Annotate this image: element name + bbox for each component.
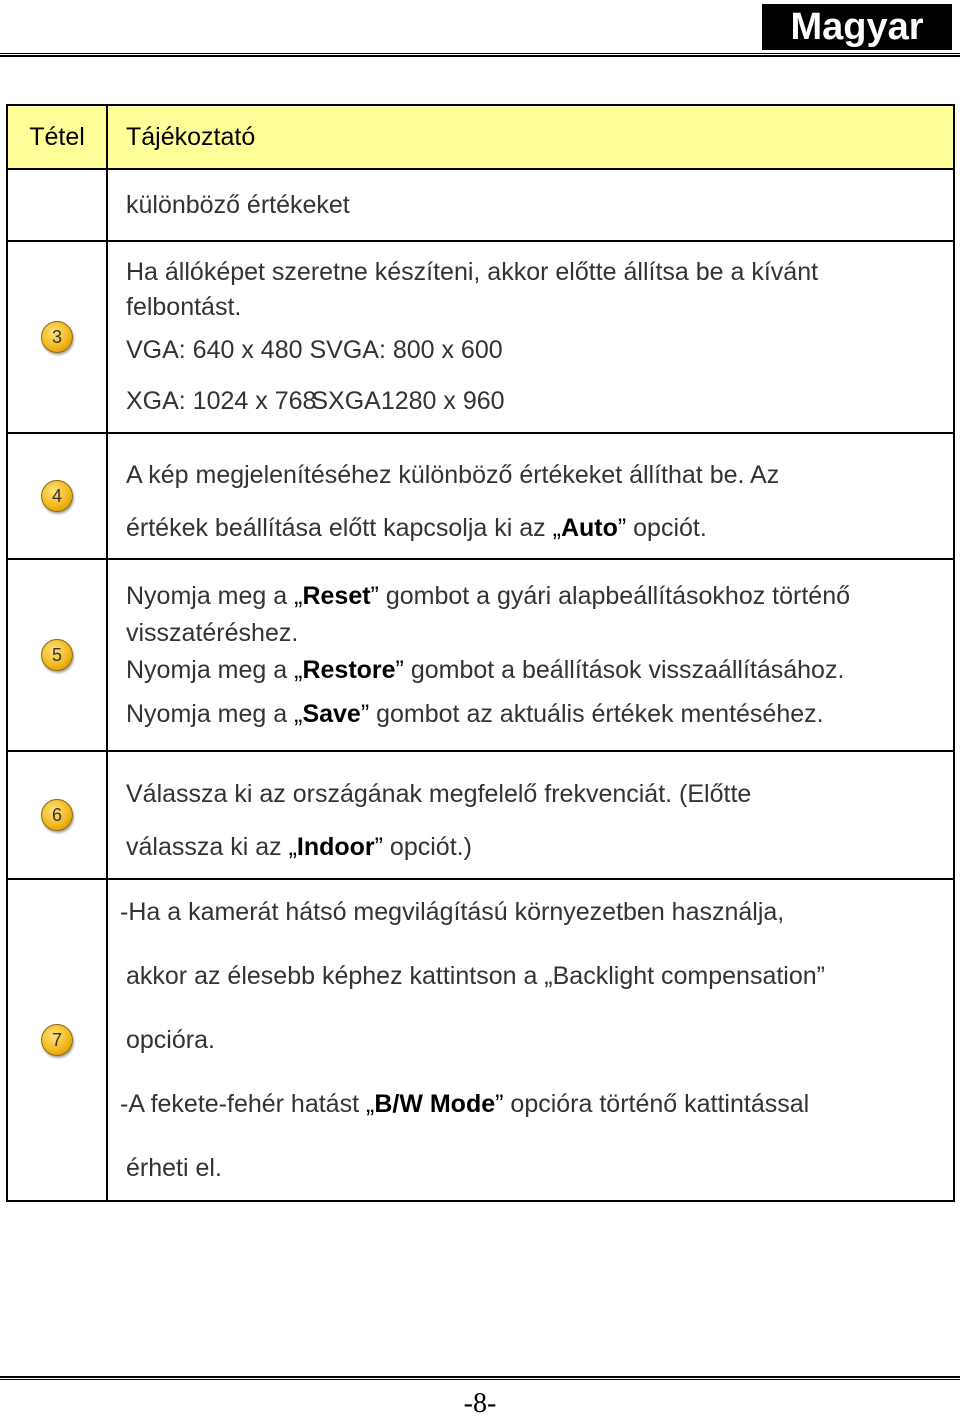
row-text: opcióra. [126, 1026, 215, 1054]
row-text: értékek beállítása előtt kapcsolja ki az „Auto” opciót. [126, 514, 707, 542]
row-text: különböző értékeket [126, 191, 350, 219]
footer-rule [0, 1376, 960, 1380]
number-4-icon: 4 [41, 480, 73, 512]
row-text: Ha állóképet szeretne készíteni, akkor előtte állítsa be a kívánt [126, 258, 819, 286]
row-text: Nyomja meg a „Restore” gombot a beállítások visszaállításához. [126, 656, 845, 684]
table-row [7, 169, 954, 241]
row-text: Nyomja meg a „Reset” gombot a gyári alapbeállításokhoz történő [126, 582, 851, 610]
language-label: Magyar [762, 4, 952, 50]
page-number: -8- [463, 1388, 497, 1419]
resolution-row: XGA: 1024 x 768 SXGA1280 x 960 [126, 387, 505, 415]
header-item: Tétel [7, 105, 107, 169]
number-5-icon: 5 [41, 639, 73, 671]
number-3-icon: 3 [41, 321, 73, 353]
header-info: Tájékoztató [107, 105, 954, 169]
row-text: válassza ki az „Indoor” opciót.) [126, 833, 472, 861]
row-text: Válassza ki az országának megfelelő frekvenciát. (Előtte [126, 780, 752, 808]
table-row [7, 751, 954, 879]
row-text: érheti el. [126, 1154, 222, 1182]
row-text: -Ha a kamerát hátsó megvilágítású környezetben használja, [120, 898, 785, 926]
info-table [6, 104, 955, 1202]
number-7-icon: 7 [41, 1024, 73, 1056]
table-row [7, 241, 954, 433]
table-row [7, 559, 954, 751]
row-text: A kép megjelenítéséhez különböző értékeket állíthat be. Az [126, 461, 780, 489]
row-text: -A fekete-fehér hatást „B/W Mode” opcióra történő kattintással [120, 1090, 810, 1118]
row-text: akkor az élesebb képhez kattintson a „Backlight compensation” [126, 962, 825, 990]
row-text: felbontást. [126, 293, 242, 321]
resolution-row: VGA: 640 x 480 SVGA: 800 x 600 [126, 336, 503, 364]
table-row [7, 433, 954, 559]
table-header-row [7, 105, 954, 169]
number-6-icon: 6 [41, 799, 73, 831]
row-text: visszatéréshez. [126, 619, 299, 647]
row-text: Nyomja meg a „Save” gombot az aktuális értékek mentéséhez. [126, 700, 824, 728]
table-row [7, 879, 954, 1201]
header-rule [0, 53, 960, 57]
